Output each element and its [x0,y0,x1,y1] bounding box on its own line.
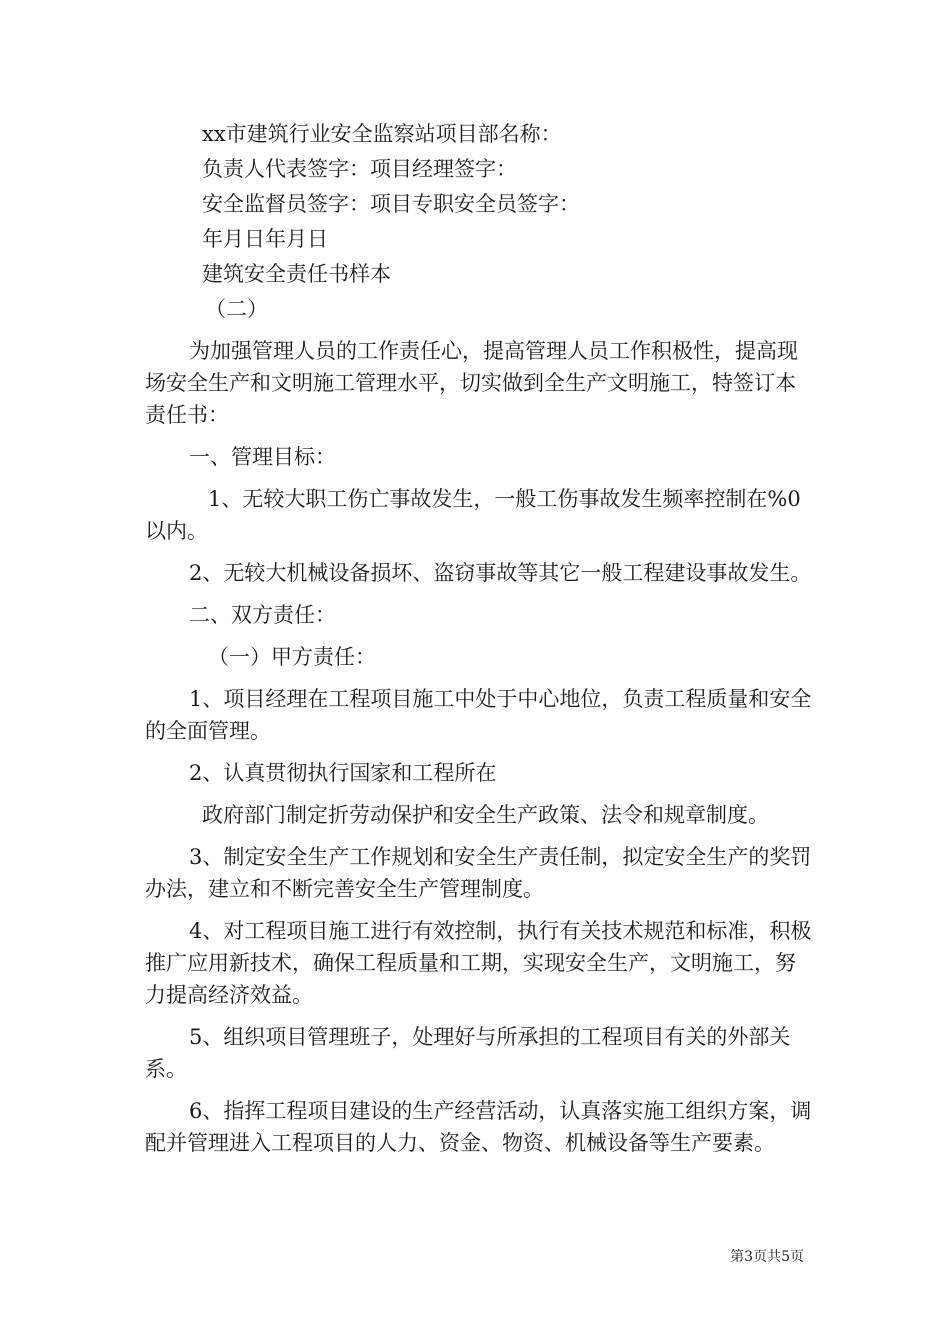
responsibility-item-6: 6、指挥工程项目建设的生产经营活动，认真落实施工组织方案，调配并管理进入工程项目的人力、资金、物资、机械设备等生产要素。 [145,1099,812,1155]
document-title: 建筑安全责任书样本 [202,262,391,286]
heading-party-a-responsibility: （一）甲方责任： [208,645,376,669]
header-line-signatures-2: 安全监督员签字：项目专职安全员签字： [202,192,580,216]
document-body [145,118,815,1159]
page-indicator: 第3页共5页 [730,1249,804,1265]
goal-item-1: 1、无较大职工伤亡事故发生，一般工伤事故发生频率控制在%0以内。 [145,487,801,543]
responsibility-item-2: 2、认真贯彻执行国家和工程所在 [189,761,497,785]
responsibility-item-4: 4、对工程项目施工进行有效控制，执行有关技术规范和标准，积极推广应用新技术，确保工程质量和工期，实现安全生产，文明施工，努力提高经济效益。 [145,919,812,1007]
intro-paragraph: 为加强管理人员的工作责任心，提高管理人员工作积极性，提高现场安全生产和文明施工管理水平，切实做到全生产文明施工，特签订本责任书： [145,339,798,427]
goal-item-2: 2、无较大机械设备损坏、盗窃事故等其它一般工程建设事故发生。 [189,561,812,585]
heading-management-goals: 一、管理目标： [189,445,336,469]
responsibility-item-2-continued: 政府部门制定折劳动保护和安全生产政策、法令和规章制度。 [202,803,769,827]
responsibility-item-1: 1、项目经理在工程项目施工中处于中心地位，负责工程质量和安全的全面管理。 [145,687,812,743]
responsibility-item-3: 3、制定安全生产工作规划和安全生产责任制，拟定安全生产的奖罚办法，建立和不断完善安全生产管理制度。 [145,845,812,901]
header-line-signatures-1: 负责人代表签字：项目经理签字： [202,157,517,181]
header-line-station: xx市建筑行业安全监察站项目部名称： [202,122,562,146]
section-number: （二） [205,297,268,321]
heading-mutual-responsibility: 二、双方责任： [189,603,336,627]
responsibility-item-5: 5、组织项目管理班子，处理好与所承担的工程项目有关的外部关系。 [145,1025,791,1081]
header-line-dates: 年月日年月日 [202,227,328,251]
